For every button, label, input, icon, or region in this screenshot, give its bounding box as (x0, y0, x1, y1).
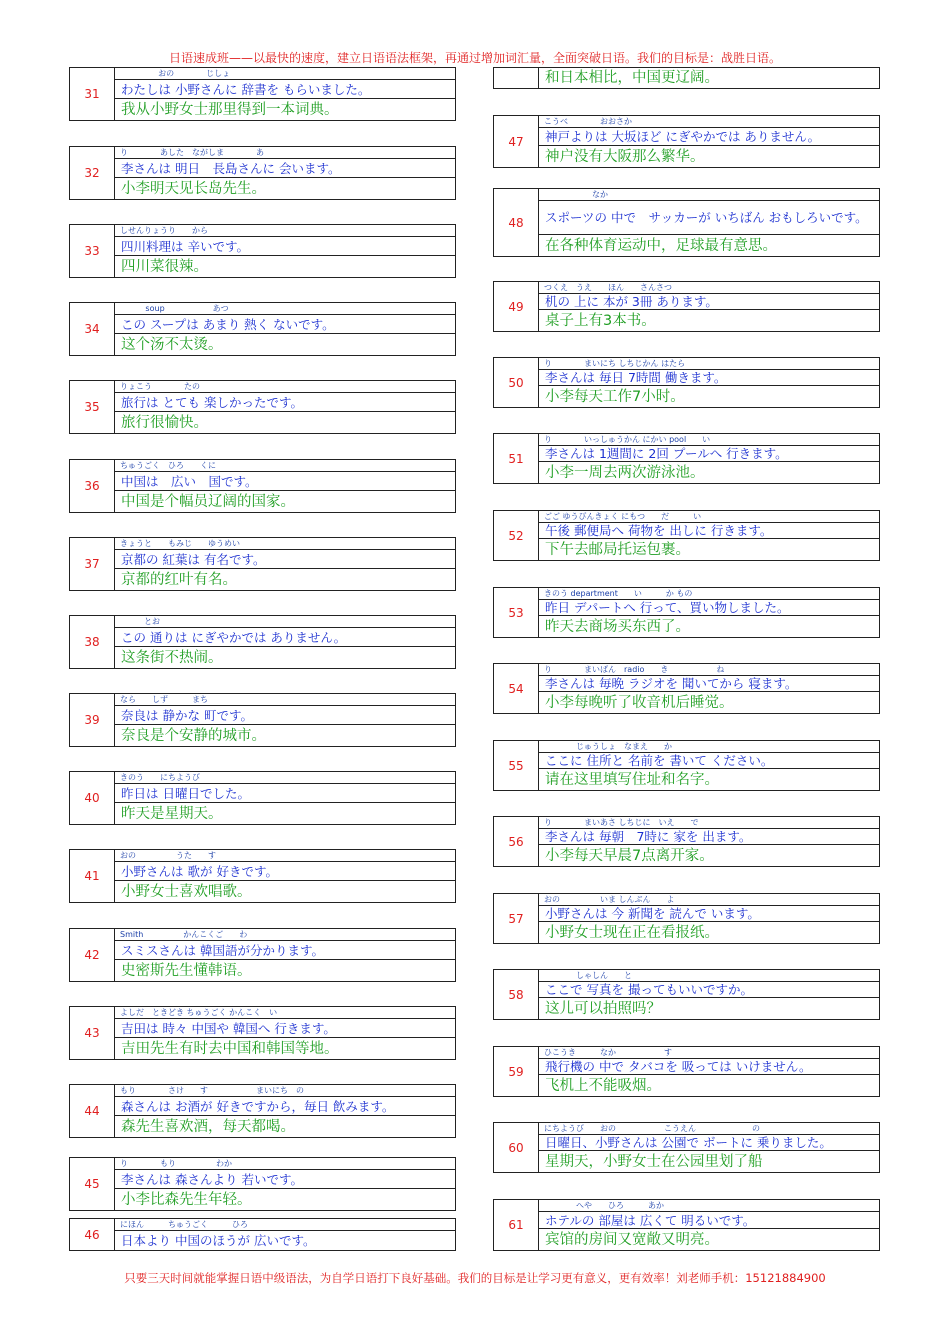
entry-number: 54 (494, 664, 539, 713)
chinese-translation: 中国是个幅员辽阔的国家。 (121, 493, 295, 510)
entry-number: 41 (70, 850, 115, 902)
furigana: ごご ゆうびんきょく にもつ だ い (538, 511, 879, 523)
entry-48 (493, 188, 880, 257)
chinese-translation: 我从小野女士那里得到一本词典。 (121, 101, 339, 118)
furigana: じゅうしょ なまえ か (538, 741, 879, 753)
furigana: り いっしゅうかん にかい pool い (538, 434, 879, 446)
japanese-sentence: 京都の 紅葉は 有名です。 (114, 550, 455, 569)
chinese-translation: 宾馆的房间又宽敞又明亮。 (545, 1231, 719, 1248)
furigana: soup あつ (114, 303, 455, 315)
chinese-translation: 小李每天工作7小时。 (545, 388, 685, 405)
entry-number: 43 (70, 1007, 115, 1059)
japanese-sentence: 午後 郵便局へ 荷物を 出しに 行きます。 (538, 523, 879, 539)
chinese-translation: 四川菜很辣。 (121, 258, 208, 275)
japanese-sentence: 森さんは お酒が 好きですから，毎日 飲みます。 (114, 1097, 455, 1116)
chinese-translation: 森先生喜欢酒，每天都喝。 (121, 1118, 295, 1135)
entry-45 (69, 1157, 456, 1211)
chinese-translation: 小李一周去两次游泳池。 (545, 464, 705, 481)
chinese-translation: 旅行很愉快。 (121, 414, 208, 431)
chinese-translation: 史密斯先生懂韩语。 (121, 962, 252, 979)
chinese-translation: 昨天去商场买东西了。 (545, 618, 690, 635)
entry-55 (493, 740, 880, 791)
entry-56 (493, 816, 880, 867)
japanese-sentence: 日本より 中国のほうが 広いです。 (121, 1233, 316, 1248)
entry-number: 45 (70, 1158, 115, 1210)
furigana: ひこうき なか す (538, 1047, 879, 1059)
japanese-sentence: 昨日 デパートへ 行って、買い物しました。 (538, 600, 879, 616)
entry-53 (493, 587, 880, 638)
entry-51 (493, 433, 880, 484)
entry-number: 55 (494, 741, 539, 790)
chinese-translation: 下午去邮局托运包裹。 (545, 541, 690, 558)
furigana: り まいばん radio き ね (538, 664, 879, 676)
entry-33 (69, 224, 456, 278)
furigana: おの じしょ (114, 68, 455, 80)
furigana: もり さけ す まいにち の (114, 1085, 455, 1097)
entry-number: 32 (70, 147, 115, 199)
entry-35 (69, 380, 456, 434)
japanese-sentence: 李さんは 1週間に 2回 プールへ 行きます。 (538, 446, 879, 462)
japanese-sentence: 小野さんは 今 新聞を 読んで います。 (538, 906, 879, 922)
entry-number: 36 (70, 460, 115, 512)
furigana: りょこう たの (114, 381, 455, 393)
entry-34 (69, 302, 456, 356)
chinese-translation: 这个汤不太烫。 (121, 336, 223, 353)
japanese-sentence: ここで 写真を 撮ってもいいですか。 (538, 982, 879, 998)
entry-number: 42 (70, 929, 115, 981)
japanese-sentence: 飛行機の 中で タバコを 吸っては いけません。 (538, 1059, 879, 1075)
japanese-sentence: 李さんは 明日 長島さんに 会います。 (114, 159, 455, 178)
furigana: おの うた す (114, 850, 455, 862)
entry-52 (493, 510, 880, 561)
chinese-translation: 昨天是星期天。 (121, 805, 223, 822)
entry-number: 53 (494, 588, 539, 637)
chinese-translation: 这条街不热闹。 (121, 649, 223, 666)
entry-number: 61 (494, 1200, 539, 1250)
furigana: にちようび おの こうえん の (538, 1123, 879, 1135)
furigana: つくえ うえ ほん さんさつ (538, 282, 879, 294)
entry-number: 48 (494, 189, 539, 256)
chinese-translation: 这儿可以拍照吗？ (545, 1000, 661, 1017)
japanese-sentence: 日曜日、小野さんは 公園で ボートに 乗りました。 (538, 1135, 879, 1151)
page-header: 日语速成班——以最快的速度，建立日语语法框架，再通过增加词汇量，全面突破日语。我们的目标是：战胜日语。 (168, 51, 781, 65)
entry-number: 34 (70, 303, 115, 355)
entry-57 (493, 893, 880, 944)
japanese-sentence: 神戸よりは 大坂ほど にぎやかでは ありません。 (538, 128, 879, 146)
entry-46-continued (493, 67, 880, 89)
furigana: り あした ながしま あ (114, 147, 455, 159)
entry-number: 37 (70, 538, 115, 590)
japanese-sentence: この 通りは にぎやかでは ありません。 (114, 628, 455, 647)
furigana: しゃしん と (538, 970, 879, 982)
entry-39 (69, 693, 456, 747)
chinese-translation: 小李每天早晨7点离开家。 (545, 847, 714, 864)
furigana: きのう にちようび (114, 772, 455, 784)
entry-number: 49 (494, 282, 539, 331)
entry-number: 56 (494, 817, 539, 866)
entry-number: 58 (494, 970, 539, 1019)
japanese-sentence: 中国は 広い 国です。 (114, 472, 455, 491)
furigana: よしだ ときどき ちゅうごく かんこく い (114, 1007, 455, 1019)
chinese-translation: 小李每晚听了收音机后睡觉。 (545, 694, 734, 711)
entry-59 (493, 1046, 880, 1097)
furigana: とお (114, 616, 455, 628)
entry-36 (69, 459, 456, 513)
furigana: り まいあさ しちじに いえ で (538, 817, 879, 829)
entry-number: 44 (70, 1085, 115, 1137)
japanese-sentence: 昨日は 日曜日でした。 (114, 784, 455, 803)
japanese-sentence: 小野さんは 歌が 好きです。 (114, 862, 455, 881)
japanese-sentence: 吉田は 時々 中国や 韓国へ 行きます。 (114, 1019, 455, 1038)
chinese-translation: 小李明天见长岛先生。 (121, 180, 266, 197)
furigana: へや ひろ あか (538, 1200, 879, 1212)
furigana: おの いま しんぶん よ (538, 894, 879, 906)
chinese-translation: 在各种体育运动中，足球最有意思。 (545, 237, 777, 254)
entry-58 (493, 969, 880, 1020)
entry-number: 35 (70, 381, 115, 433)
page-footer: 只要三天时间就能掌握日语中级语法，为自学日语打下良好基础。我们的目标是让学习更有意义，更有效率！刘老师手机：15121884900 (124, 1271, 826, 1285)
japanese-sentence: ホテルの 部屋は 広くて 明るいです。 (538, 1212, 879, 1229)
chinese-translation: 京都的红叶有名。 (121, 571, 237, 588)
entry-number: 60 (494, 1123, 539, 1172)
japanese-sentence: 机の 上に 本が 3冊 あります。 (538, 294, 879, 310)
furigana: しせんりょうり から (114, 225, 455, 237)
entry-37 (69, 537, 456, 591)
chinese-translation: 星期天，小野女士在公园里划了船 (545, 1153, 763, 1170)
furigana: なか (538, 189, 879, 201)
chinese-translation: 奈良是个安静的城市。 (121, 727, 266, 744)
entry-46 (69, 1218, 456, 1251)
chinese-translation: 飞机上不能吸烟。 (545, 1077, 661, 1094)
furigana: り まいにち しちじかん はたら (538, 358, 879, 370)
japanese-sentence: わたしは 小野さんに 辞書を もらいました。 (114, 80, 455, 99)
chinese-translation: 神户没有大阪那么繁华。 (545, 148, 705, 165)
chinese-translation: 吉田先生有时去中国和韩国等地。 (121, 1040, 339, 1057)
furigana: きょうと もみじ ゆうめい (114, 538, 455, 550)
entry-number: 59 (494, 1047, 539, 1096)
japanese-sentence: 奈良は 静かな 町です。 (114, 706, 455, 725)
entry-50 (493, 357, 880, 408)
entry-54 (493, 663, 880, 714)
entry-number: 47 (494, 116, 539, 167)
entry-40 (69, 771, 456, 825)
japanese-sentence: 李さんは 毎晩 ラジオを 聞いてから 寝ます。 (538, 676, 879, 692)
japanese-sentence: 李さんは 毎日 7時間 働きます。 (538, 370, 879, 386)
chinese-translation: 桌子上有3本书。 (545, 312, 656, 329)
entry-32 (69, 146, 456, 200)
entry-number: 40 (70, 772, 115, 824)
entry-47 (493, 115, 880, 168)
entry-number: 46 (70, 1219, 115, 1250)
furigana: Smith かんこくご わ (114, 929, 455, 941)
japanese-sentence: 李さんは 森さんより 若いです。 (114, 1170, 455, 1189)
entry-31 (69, 67, 456, 121)
entry-60 (493, 1122, 880, 1173)
furigana: こうべ おおさか (538, 116, 879, 128)
entry-number (494, 68, 539, 88)
entry-38 (69, 615, 456, 669)
chinese-translation: 小野女士现在正在看报纸。 (545, 924, 719, 941)
japanese-sentence: この スープは あまり 熱く ないです。 (114, 315, 455, 334)
furigana: きのう department い か もの (538, 588, 879, 600)
entry-number: 39 (70, 694, 115, 746)
chinese-translation: 请在这里填写住址和名字。 (545, 771, 719, 788)
entry-number: 51 (494, 434, 539, 483)
entry-number: 52 (494, 511, 539, 560)
furigana: り もり わか (114, 1158, 455, 1170)
entry-44 (69, 1084, 456, 1138)
chinese-translation: 和日本相比，中国更辽阔。 (545, 70, 719, 86)
furigana: にほん ちゅうごく ひろ (114, 1219, 455, 1231)
furigana: なら しず まち (114, 694, 455, 706)
entry-61 (493, 1199, 880, 1251)
japanese-sentence: 旅行は とても 楽しかったです。 (114, 393, 455, 412)
entry-number: 31 (70, 68, 115, 120)
furigana: ちゅうごく ひろ くに (114, 460, 455, 472)
entry-43 (69, 1006, 456, 1060)
chinese-translation: 小李比森先生年轻。 (121, 1191, 252, 1208)
japanese-sentence: スポーツの 中で サッカーが いちばん おもしろいです。 (538, 201, 879, 235)
entry-42 (69, 928, 456, 982)
entry-number: 38 (70, 616, 115, 668)
entry-number: 33 (70, 225, 115, 277)
entry-49 (493, 281, 880, 332)
entry-number: 57 (494, 894, 539, 943)
japanese-sentence: スミスさんは 韓国語が分かります。 (114, 941, 455, 960)
chinese-translation: 小野女士喜欢唱歌。 (121, 883, 252, 900)
entry-number: 50 (494, 358, 539, 407)
japanese-sentence: ここに 住所と 名前を 書いて ください。 (538, 753, 879, 769)
japanese-sentence: 四川料理は 辛いです。 (114, 237, 455, 256)
entry-41 (69, 849, 456, 903)
japanese-sentence: 李さんは 毎朝 7時に 家を 出ます。 (538, 829, 879, 845)
